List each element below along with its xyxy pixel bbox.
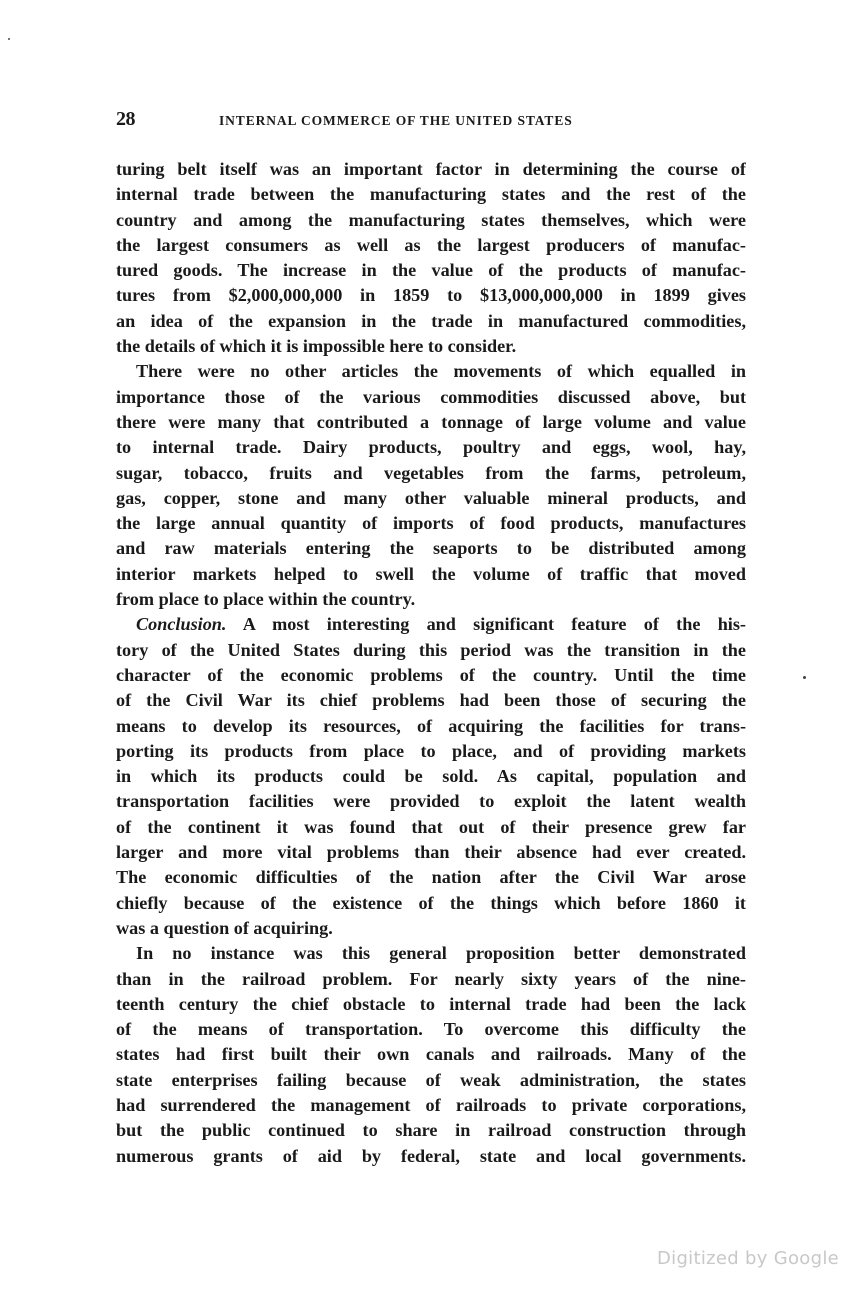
paragraph-4: [116, 941, 746, 1169]
text-line: chiefly because of the existence of the things which before 1860 it: [116, 892, 746, 913]
text-line: was a question of acquiring.: [116, 917, 333, 938]
text-line: than in the railroad problem. For nearly sixty years of the nine-: [116, 968, 746, 989]
text-line: states had first built their own canals and railroads. Many of the: [116, 1044, 746, 1065]
text-line: The economic difficulties of the nation after the Civil War arose: [116, 867, 746, 888]
text-line: an idea of the expansion in the trade in manufactured commodities,: [116, 310, 746, 331]
conclusion-first-line: A most interesting and significant feature of the his-: [226, 614, 746, 635]
running-head: INTERNAL COMMERCE OF THE UNITED STATES: [219, 113, 573, 128]
text-line: There were no other articles the movements of which equalled in: [136, 361, 746, 382]
text-line: numerous grants of aid by federal, state and local governments.: [116, 1145, 746, 1166]
scan-edge-mark: [8, 38, 10, 40]
text-line: sugar, tobacco, fruits and vegetables from the farms, petroleum,: [116, 462, 746, 483]
paragraph-1: [116, 157, 746, 359]
margin-dot: [803, 676, 806, 679]
text-line: interior markets helped to swell the volume of traffic that moved: [116, 563, 746, 584]
text-line: of the means of transportation. To overcome this difficulty the: [116, 1019, 746, 1040]
text-line: of the Civil War its chief problems had been those of securing the: [116, 690, 746, 711]
text-line: In no instance was this general proposition better demonstrated: [136, 943, 746, 964]
text-line: to internal trade. Dairy products, poultry and eggs, wool, hay,: [116, 437, 746, 458]
text-line: the large annual quantity of imports of food products, manufactures: [116, 513, 746, 534]
text-line: of the continent it was found that out of their presence grew far: [116, 816, 746, 837]
text-line: means to develop its resources, of acquiring the facilities for trans-: [116, 715, 746, 736]
paragraph-conclusion: [116, 612, 746, 941]
text-line: gas, copper, stone and many other valuable mineral products, and: [116, 487, 746, 508]
text-line: but the public continued to share in railroad construction through: [116, 1120, 746, 1141]
body-text: [116, 157, 746, 1169]
text-line: country and among the manufacturing states themselves, which were: [116, 209, 746, 230]
conclusion-lead-in: Conclusion.: [136, 614, 227, 635]
text-line: [116, 612, 746, 637]
text-line: from place to place within the country.: [116, 589, 416, 610]
text-line: larger and more vital problems than their absence had ever created.: [116, 842, 746, 863]
text-line: turing belt itself was an important factor in determining the course of: [116, 159, 746, 179]
text-line: importance those of the various commodities discussed above, but: [116, 386, 746, 407]
text-line: character of the economic problems of the country. Until the time: [116, 664, 746, 685]
text-line: porting its products from place to place, and of providing markets: [116, 740, 746, 761]
page-number: 28: [116, 108, 135, 130]
text-line: transportation facilities were provided to exploit the latent wealth: [116, 791, 746, 812]
text-line: the largest consumers as well as the largest producers of manufac-: [116, 234, 746, 255]
paragraph-2: [116, 359, 746, 612]
text-line: tory of the United States during this period was the transition in the: [116, 639, 746, 660]
text-line: there were many that contributed a tonnage of large volume and value: [116, 411, 746, 432]
text-line: internal trade between the manufacturing states and the rest of the: [116, 184, 746, 205]
text-line: in which its products could be sold. As capital, population and: [116, 766, 746, 787]
text-line: the details of which it is impossible here to consider.: [116, 336, 517, 357]
text-line: state enterprises failing because of weak administration, the states: [116, 1069, 746, 1090]
text-line: tures from $2,000,000,000 in 1859 to $13,000,000,000 in 1899 gives: [116, 285, 746, 306]
text-line: tured goods. The increase in the value of the products of manufac-: [116, 260, 746, 281]
text-line: and raw materials entering the seaports to be distributed among: [116, 538, 746, 559]
text-line: teenth century the chief obstacle to internal trade had been the lack: [116, 993, 746, 1014]
text-line: had surrendered the management of railroads to private corporations,: [116, 1094, 746, 1115]
digitization-watermark: Digitized by Google: [657, 1248, 839, 1269]
page-header: [116, 108, 746, 134]
